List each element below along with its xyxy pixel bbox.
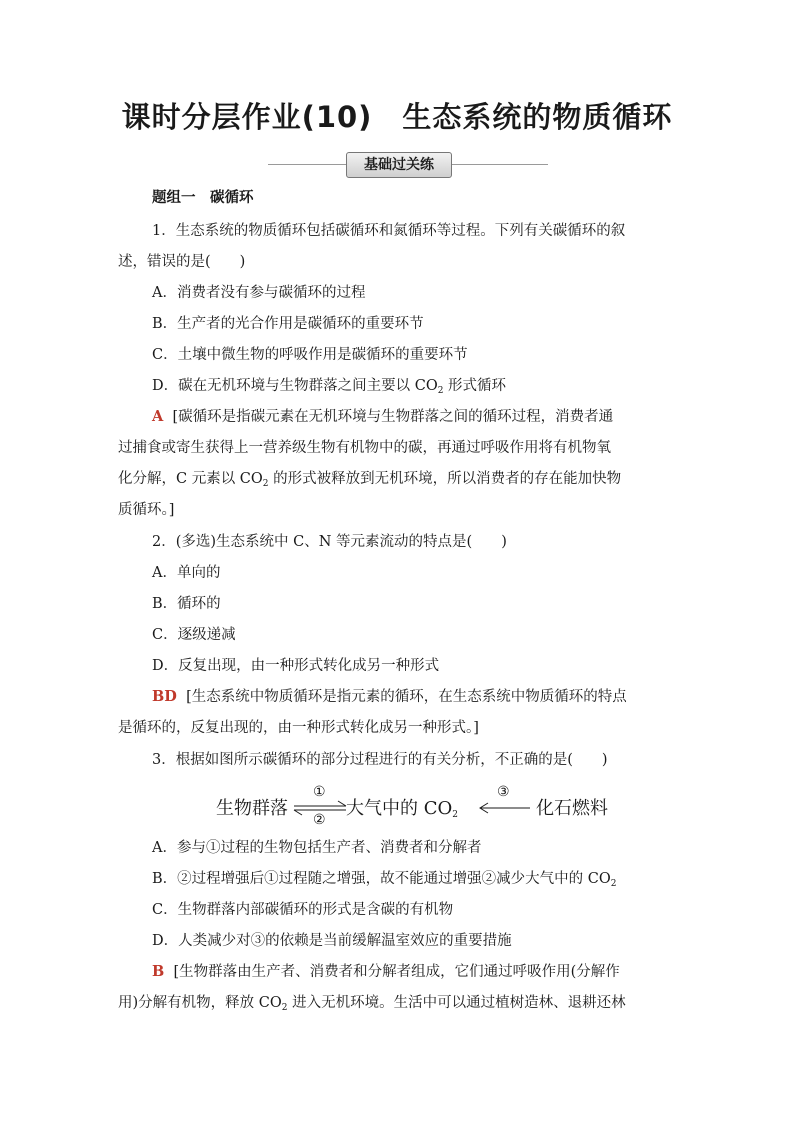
arrow-label-1: ① — [313, 784, 326, 800]
q3-option-b: B．②过程增强后①过程随之增强，故不能通过增强②减少大气中的 $CO_2$ — [152, 871, 617, 889]
q1-option-c: C．土壤中微生物的呼吸作用是碳循环的重要环节 — [152, 347, 468, 363]
page-title: 课时分层作业(10) 生态系统的物质循环 — [121, 100, 673, 134]
section-badge: 基础过关练 — [346, 152, 452, 178]
q1-option-d: D．碳在无机环境与生物群落之间主要以 $CO_2$ 形式循环 — [152, 378, 507, 396]
q1-explanation-line3: 化分解，C 元素以 $CO_2$ 的形式被释放到无机环境，所以消费者的存在能加快物 — [118, 471, 622, 489]
diagram-label-community: 生物群落 — [216, 798, 288, 819]
q2-option-d: D．反复出现，由一种形式转化成另一种形式 — [152, 658, 440, 674]
q2-option-c: C．逐级递减 — [152, 627, 236, 643]
q1-explanation-line2: 过捕食或寄生获得上一营养级生物有机物中的碳，再通过呼吸作用将有机物氧 — [118, 440, 611, 456]
diagram-label-atmosphere: 大气中的 $CO_2$ — [346, 798, 458, 820]
diagram-label-fossil-fuel: 化石燃料 — [536, 798, 608, 819]
arrow-label-2: ② — [313, 812, 326, 828]
q1-answer: A — [152, 408, 164, 425]
q1-explanation-line1: A [碳循环是指碳元素在无机环境与生物群落之间的循环过程，消费者通 — [152, 408, 614, 425]
q2-answer: BD — [152, 688, 177, 705]
q2-option-b: B．循环的 — [152, 596, 221, 612]
arrow-label-3: ③ — [497, 784, 510, 800]
q3-option-d: D．人类减少对③的依赖是当前缓解温室效应的重要措施 — [152, 933, 512, 949]
q3-explanation-line1: B [生物群落由生产者、消费者和分解者组成，它们通过呼吸作用(分解作 — [152, 963, 620, 980]
q3-explanation-line2: 用)分解有机物，释放 $CO_2$ 进入无机环境。生活中可以通过植树造林、退耕还林 — [118, 995, 626, 1013]
q3-answer: B — [152, 963, 165, 980]
q2-explanation-line1: BD [生态系统中物质循环是指元素的循环，在生态系统中物质循环的特点 — [152, 688, 627, 705]
q3-option-a: A．参与①过程的生物包括生产者、消费者和分解者 — [152, 840, 482, 856]
group-label: 题组一 碳循环 — [152, 189, 254, 206]
carbon-cycle-diagram — [0, 782, 794, 832]
q1-stem-line1: 1．生态系统的物质循环包括碳循环和氮循环等过程。下列有关碳循环的叙 — [152, 223, 626, 239]
q1-option-a: A．消费者没有参与碳循环的过程 — [152, 285, 366, 301]
q2-stem: 2．(多选)生态系统中 C、N 等元素流动的特点是( ) — [152, 534, 507, 550]
q1-option-b: B．生产者的光合作用是碳循环的重要环节 — [152, 316, 424, 332]
q2-explanation-line2: 是循环的，反复出现的，由一种形式转化成另一种形式。] — [118, 720, 479, 736]
q2-option-a: A．单向的 — [152, 565, 221, 581]
q3-option-c: C．生物群落内部碳循环的形式是含碳的有机物 — [152, 902, 454, 918]
q1-explanation-line4: 质循环。] — [118, 502, 175, 518]
q3-stem: 3．根据如图所示碳循环的部分过程进行的有关分析，不正确的是( ) — [152, 752, 608, 768]
q1-stem-line2: 述，错误的是( ) — [118, 254, 246, 270]
